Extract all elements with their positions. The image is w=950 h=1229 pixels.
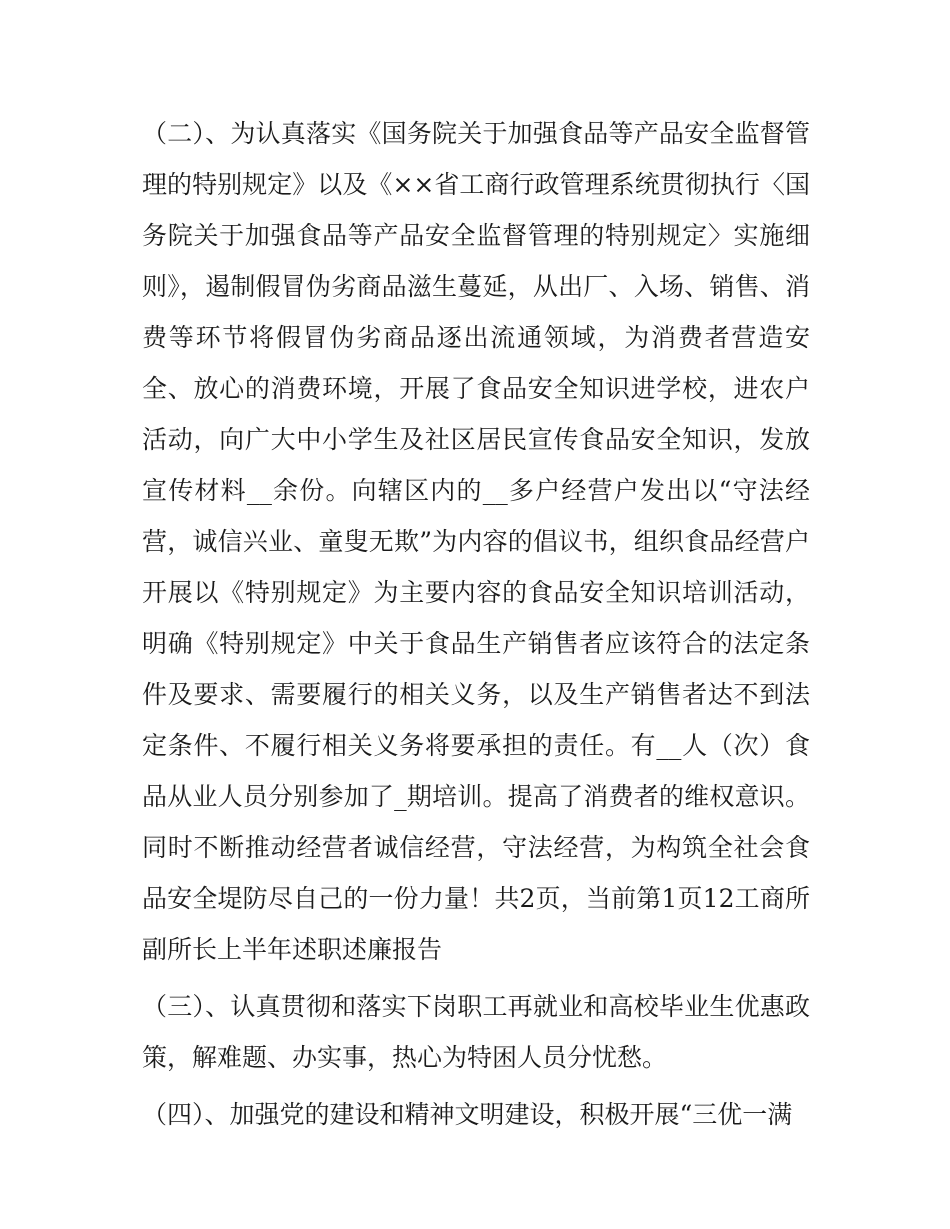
paragraph-reemployment: （三）、认真贯彻和落实下岗职工再就业和高校毕业生优惠政策，解难题、办实事，热心为特困人员分忧愁。 bbox=[142, 992, 810, 1072]
document-body bbox=[142, 108, 810, 1140]
paragraph-food-safety: （二）、为认真落实《国务院关于加强食品等产品安全监督管理的特别规定》以及《××省工商行政管理系统贯彻执行〈国务院关于加强食品等产品安全监督管理的特别规定〉实施细则》，遏制假冒伪劣商品滋生蔓延，从出厂、入场、销售、消费等环节将假冒伪劣商品逐出流通领域，为消费者营造安全、放心的消费环境，开展了食品安全知识进学校，进农户活动，向广大中小学生及社区居民宣传食品安全知识，发放宣传材料__余份。向辖区内的__多户经营户发出以“守法经营，诚信兴业、童叟无欺”为内容的倡议书，组织食品经营户开展以《特别规定》为主要内容的食品安全知识培训活动，明确《特别规定》中关于食品生产销售者应该符合的法定条件及要求、需要履行的相关义务，以及生产销售者达不到法定条件、不履行相关义务将要承担的责任。有__人（次）食品从业人员分别参加了_期培训。提高了消费者的维权意识。同时不断推动经营者诚信经营，守法经营，为构筑全社会食品安全堤防尽自己的一份力量！共2页，当前第1页12工商所副所长上半年述职述廉报告 bbox=[142, 119, 810, 964]
paragraph-party-building: （四）、加强党的建设和精神文明建设，积极开展“三优一满 bbox=[142, 1100, 793, 1129]
